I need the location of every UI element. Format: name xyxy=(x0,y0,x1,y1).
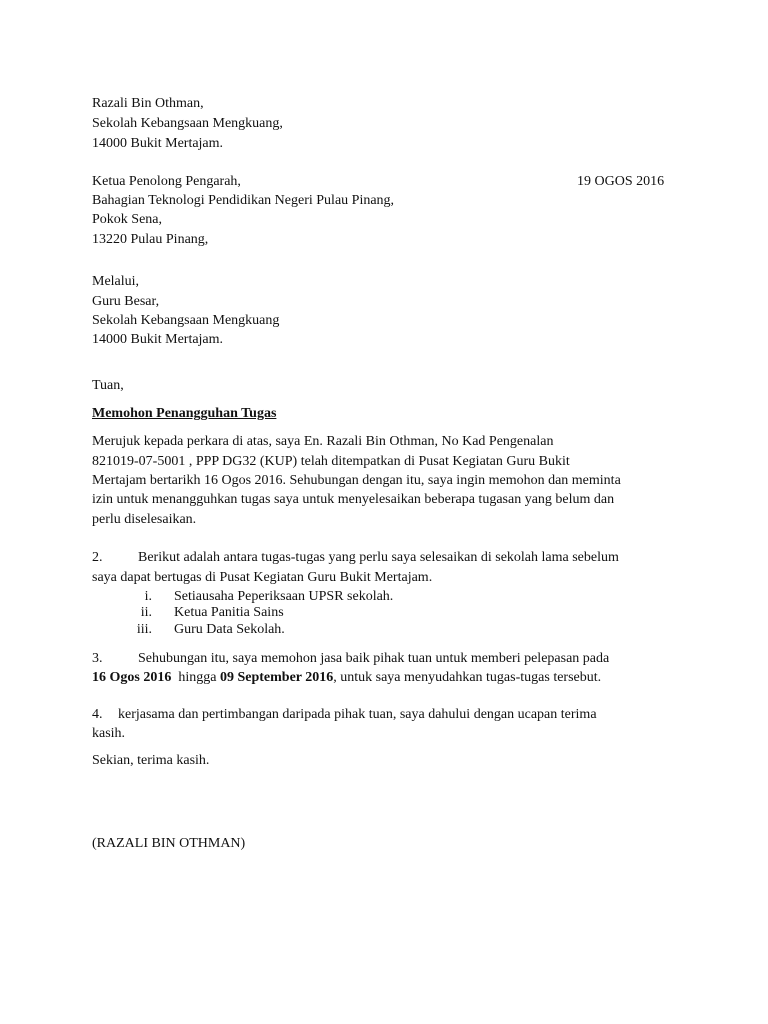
para2-first-line xyxy=(92,548,619,567)
para4-number: 4. xyxy=(92,707,103,722)
list-number: i. xyxy=(144,589,152,604)
salutation: Tuan, xyxy=(92,378,124,393)
para3-text: Sehubungan itu, saya memohon jasa baik pihak tuan untuk memberi pelepasan pada xyxy=(138,651,610,666)
via-label: Melalui, xyxy=(92,274,140,289)
date-between: hingga xyxy=(171,670,220,685)
para1-line: perlu diselesaikan. xyxy=(92,512,197,527)
subject-heading: Memohon Penangguhan Tugas xyxy=(92,406,277,421)
sender-name: Razali Bin Othman, xyxy=(92,96,204,111)
recipient-postcode: 13220 Pulau Pinang, xyxy=(92,232,209,247)
via-title: Guru Besar, xyxy=(92,294,160,309)
sender-address: 14000 Bukit Mertajam. xyxy=(92,136,224,151)
para4-first-line xyxy=(92,705,597,724)
date-to: 09 September 2016 xyxy=(219,670,334,685)
para2-text: Berikut adalah antara tugas-tugas yang perlu saya selesaikan di sekolah lama sebelum xyxy=(138,550,619,565)
via-school: Sekolah Kebangsaan Mengkuang xyxy=(92,313,280,328)
recipient-area: Pokok Sena, xyxy=(92,212,162,227)
para3-second-line xyxy=(92,668,601,687)
letter-date: 19 OGOS 2016 xyxy=(577,174,665,189)
recipient-title: Ketua Penolong Pengarah, xyxy=(92,174,241,189)
para2-second-line: saya dapat bertugas di Pusat Kegiatan Guru Bukit Mertajam. xyxy=(92,570,433,585)
para4-second-line: kasih. xyxy=(92,726,126,741)
signature-name: (RAZALI BIN OTHMAN) xyxy=(92,836,246,851)
list-item: Ketua Panitia Sains xyxy=(174,605,284,620)
para1-line: Merujuk kepada perkara di atas, saya En. Razali Bin Othman, No Kad Pengenalan xyxy=(92,434,554,449)
para3-first-line xyxy=(92,649,609,668)
recipient-department: Bahagian Teknologi Pendidikan Negeri Pulau Pinang, xyxy=(92,193,395,208)
para2-number: 2. xyxy=(92,550,103,565)
closing: Sekian, terima kasih. xyxy=(92,753,210,768)
para4-text: kerjasama dan pertimbangan daripada pihak tuan, saya dahului dengan ucapan terima xyxy=(118,707,597,722)
date-from: 16 Ogos 2016 xyxy=(92,670,172,685)
via-address: 14000 Bukit Mertajam. xyxy=(92,332,224,347)
para1-line: Mertajam bertarikh 16 Ogos 2016. Sehubungan dengan itu, saya ingin memohon dan meminta xyxy=(92,473,621,488)
para3-tail: , untuk saya menyudahkan tugas-tugas tersebut. xyxy=(333,670,602,685)
list-number: ii. xyxy=(140,605,152,620)
list-item: Setiausaha Peperiksaan UPSR sekolah. xyxy=(174,589,394,604)
para1-line: 821019-07-5001 , PPP DG32 (KUP) telah ditempatkan di Pusat Kegiatan Guru Bukit xyxy=(92,454,570,469)
list-item: Guru Data Sekolah. xyxy=(174,622,285,637)
sender-school: Sekolah Kebangsaan Mengkuang, xyxy=(92,116,283,131)
para3-number: 3. xyxy=(92,651,103,666)
list-number: iii. xyxy=(136,622,152,637)
para1-line: izin untuk menangguhkan tugas saya untuk menyelesaikan beberapa tugasan yang belum dan xyxy=(92,492,615,507)
